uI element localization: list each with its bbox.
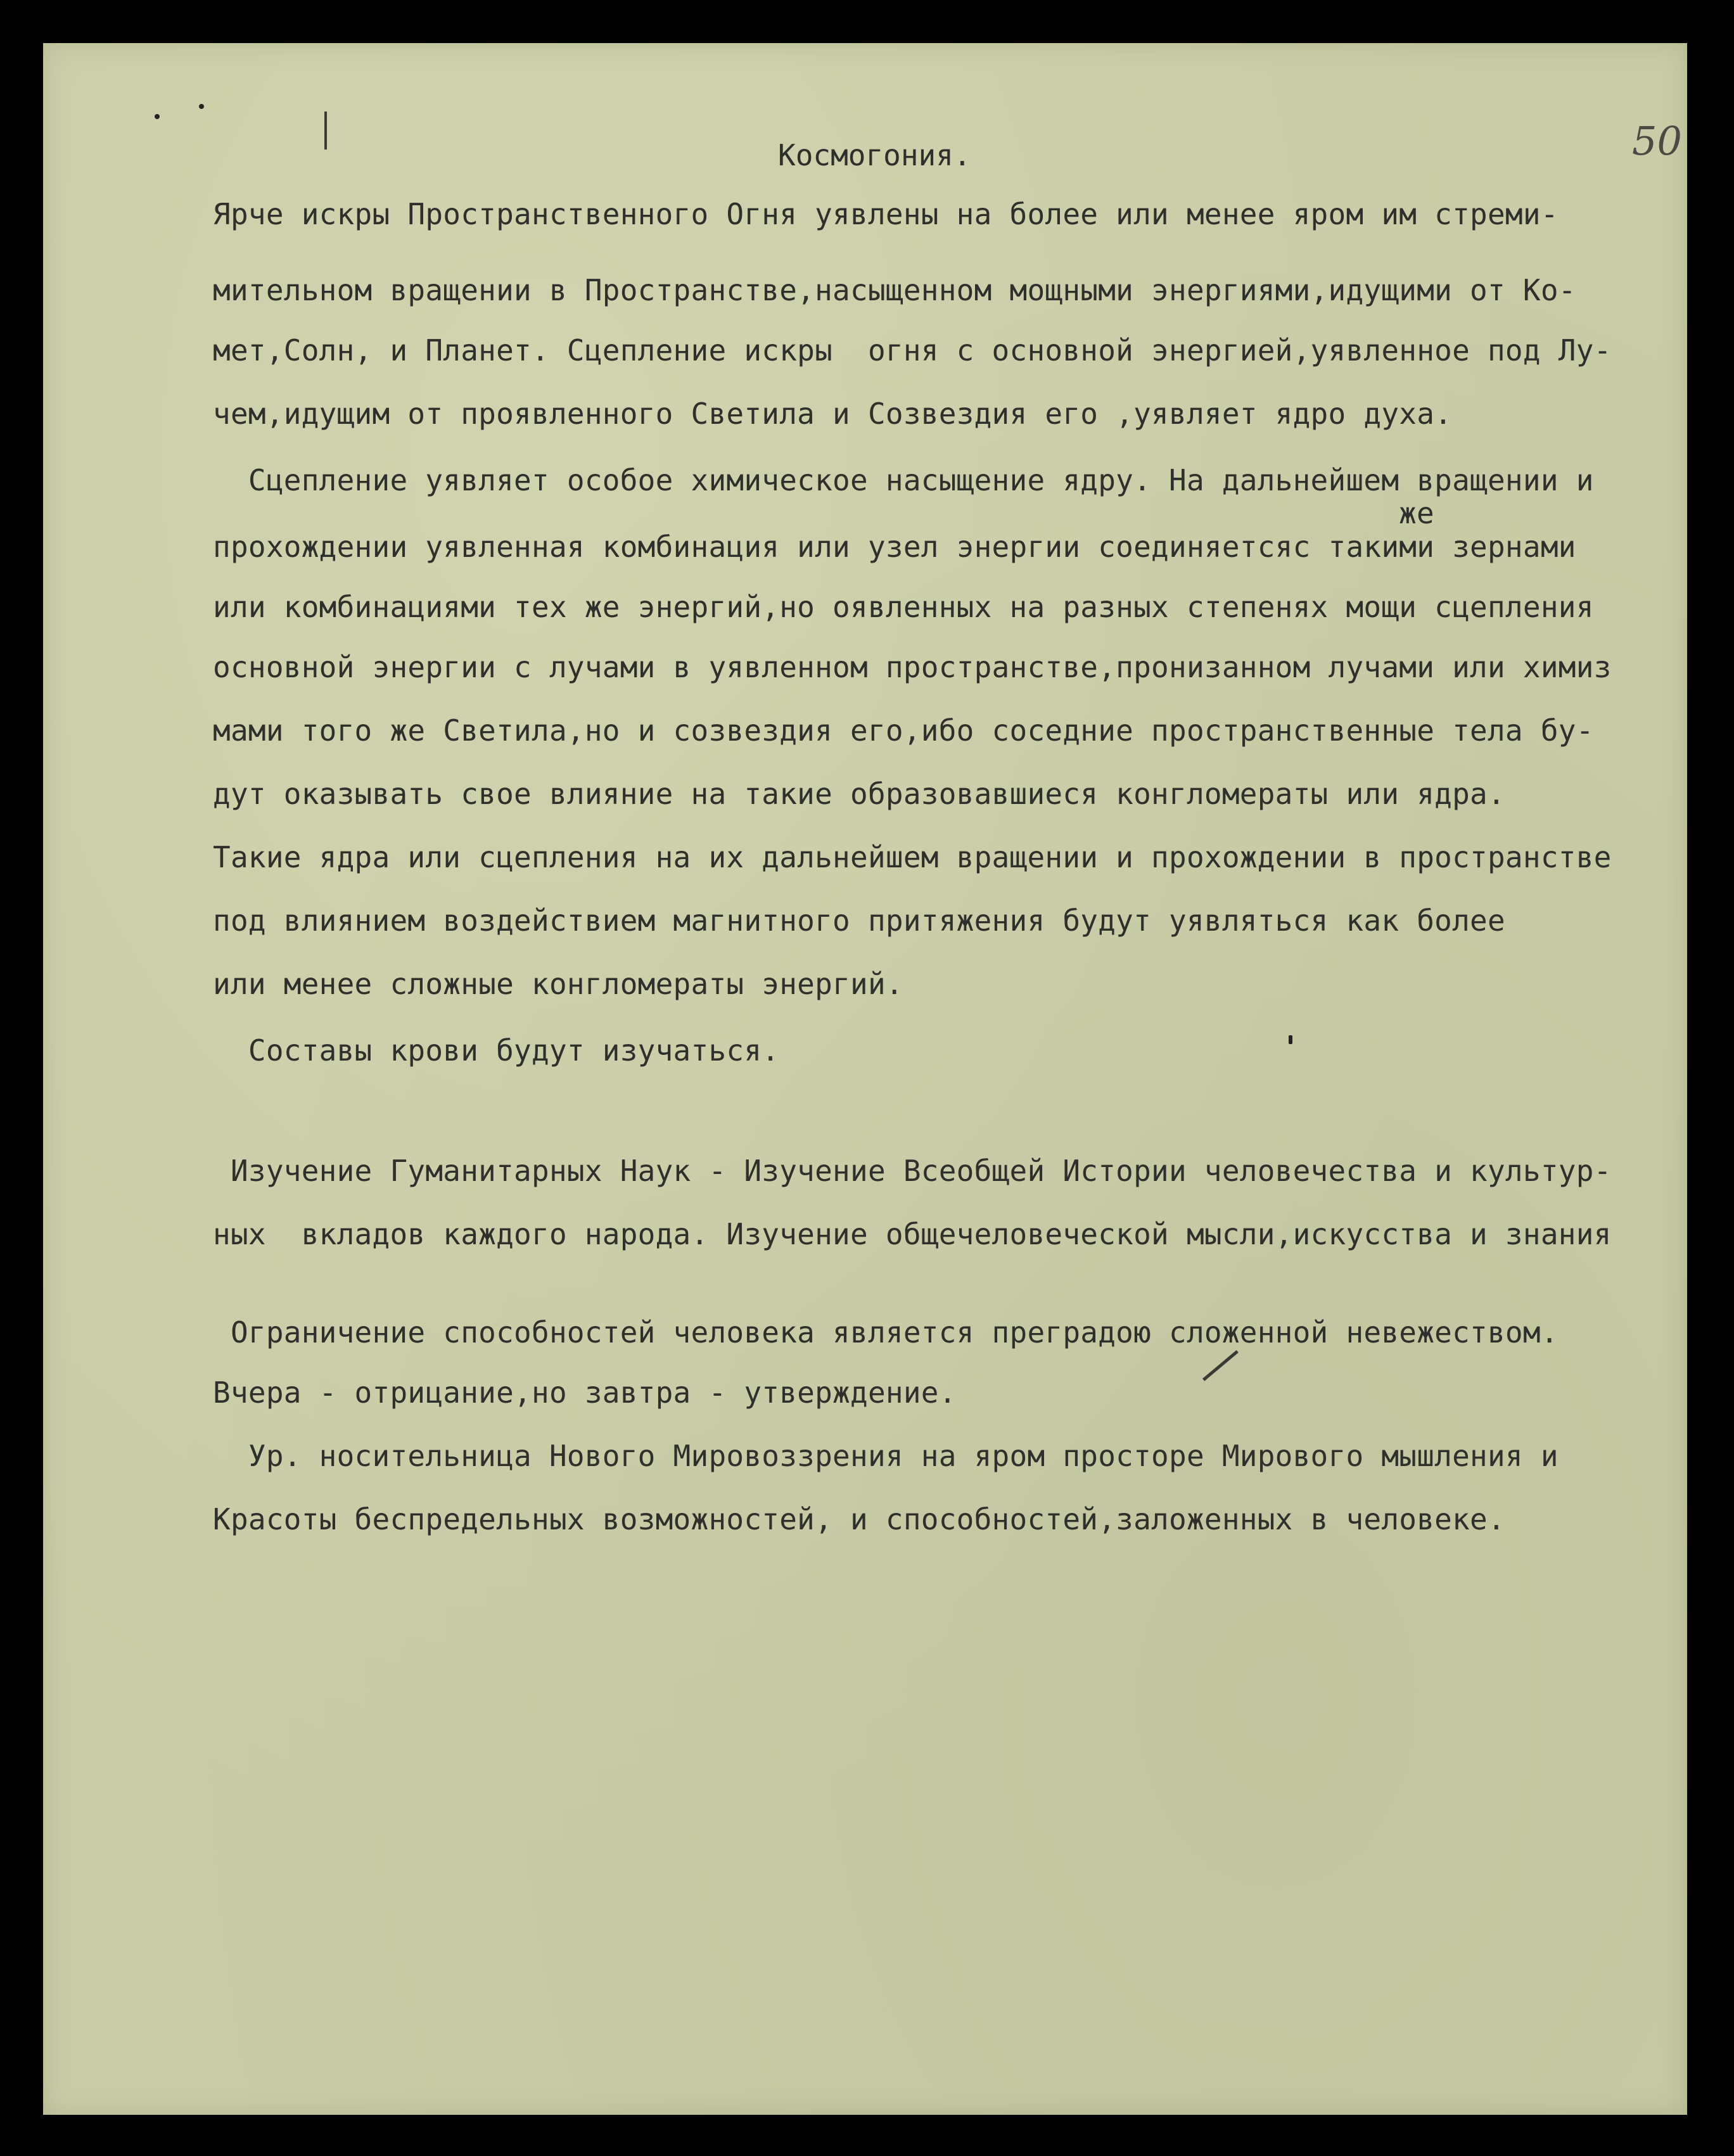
text-line: Вчера - отрицание,но завтра - утверждение. [213,1375,957,1410]
text-line: или менее сложные конгломераты энергий. [213,967,903,1001]
text-line: мами того же Светила,но и созвездия его,ибо соседние пространственные тела бу- [213,713,1594,748]
text-line: Сцепление уявляет особое химическое насыщение ядру. На дальнейшем вращении и [213,463,1594,497]
page-number: 50 [1632,118,1682,164]
text-line: основной энергии с лучами в уявленном пространстве,пронизанном лучами или химиз [213,650,1612,684]
text-line: под влиянием воздействием магнитного притяжения будут уявляться как более [213,903,1505,938]
text-line: мет,Солн, и Планет. Сцепление искры огня с основной энергией,уявленное под Лу- [213,333,1612,367]
text-line: чем,идущим от проявленного Светила и Созвездия его ,уявляет ядро духа. [213,397,1453,431]
ink-speck [199,104,204,109]
text-line: Ограничение способностей человека является преградою сложенной невежеством. [213,1315,1559,1349]
ink-tick [324,112,327,150]
text-line: или комбинациями тех же энергий,но оявленных на разных степенях мощи сцепления [213,590,1594,624]
text-line: мительном вращении в Пространстве,насыщенном мощными энергиями,идущими от Ко- [213,273,1576,307]
text-line: прохождении уявленная комбинация или узел энергии соединяетсяс такими зернами [213,530,1576,564]
text-line: Красоты беспредельных возможностей, и способностей,заложенных в человеке. [213,1502,1505,1536]
document-title: Космогония. [778,138,971,172]
text-line: дут оказывать свое влияние на такие образовавшиеся конгломераты или ядра. [213,777,1505,811]
text-line: Ярче искры Пространственного Огня уявлены на более или менее яром им стреми- [213,197,1559,231]
interlinear-insertion: же [1399,496,1434,530]
text-line: Изучение Гуманитарных Наук - Изучение Всеобщей Истории человечества и культур- [213,1154,1612,1188]
text-line: ных вкладов каждого народа. Изучение общечеловеческой мысли,искусства и знания [213,1217,1612,1251]
text-line: Такие ядра или сцепления на их дальнейшем вращении и прохождении в пространстве [213,840,1612,874]
text-line: Ур. носительница Нового Мировоззрения на яром просторе Мирового мышления и [213,1439,1559,1473]
text-line: Составы крови будут изучаться. [213,1033,780,1068]
ink-speck [155,114,160,119]
document-page [43,43,1687,2115]
